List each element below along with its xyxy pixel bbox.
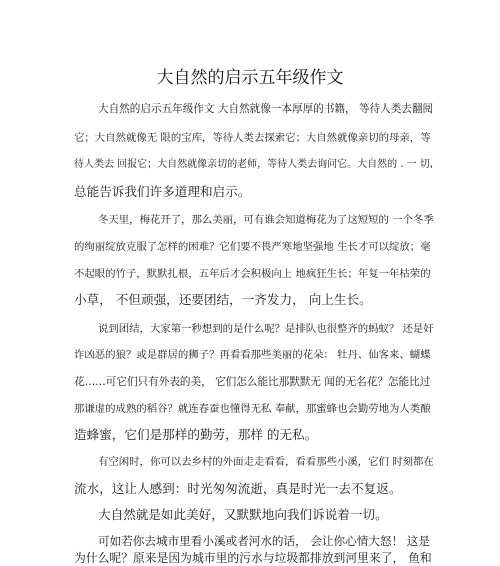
paragraph-2-line-4: 小草， 不但顽强，还要团结，一齐发力， 向上生长。 <box>74 292 372 307</box>
paragraph-6-line-2: 为什么呢？原来是因为城市里的污水与垃圾都排放到河里来了， 鱼和 <box>74 551 432 565</box>
paragraph-1-line-1: 大自然的启示五年级作文 大自然就像一本厚厚的书籍， 等待人类去翻阅 <box>98 103 434 115</box>
paragraph-2-line-3: 不起眼的竹子，默默扎根，五年后才会积极向上 地疯狂生长；年复一年枯荣的 <box>74 268 431 280</box>
paragraph-3-line-4: 那谦虚的成熟的稻谷？就连春蚕也懂得无私 奉献，那蜜蜂也会勤劳地为人类酿 <box>74 403 431 415</box>
paragraph-1-line-4: 总能告诉我们许多道理和启示。 <box>74 184 251 199</box>
paragraph-1-line-2: 它；大自然就像无 限的宝库，等待人类去探索它；大自然就像亲切的母亲，等 <box>74 132 431 144</box>
paragraph-3-line-3: 花……可它们只有外表的美， 它们怎么能比那默默无 闻的无名花？怎能比过 <box>74 376 431 388</box>
paragraph-3-line-2: 诈凶恶的狼？或是群居的狮子？再看看那些美丽的花朵： 牡丹、仙客来、蝴蝶 <box>74 349 431 361</box>
paragraph-2-line-2: 的绚丽绽放克服了怎样的困难？它们要不畏严寒地坚强地 生长才可以绽放；毫 <box>74 241 431 253</box>
paragraph-1-line-3: 待人类去 回报它；大自然就像亲切的老师，等待人类去询问它。大自然的 . 一 切, <box>74 159 434 170</box>
paragraph-2-line-1: 冬天里，梅花开了，那么美丽，可有谁会知道梅花为了这短短的 一个冬季 <box>98 214 434 226</box>
paragraph-4-line-1: 有空闲时，你可以去乡村的外面走走看看，看看那些小溪，它们 时刻都在 <box>98 456 434 468</box>
paragraph-6-line-1: 可如若你去城市里看小溪或者河水的话， 会让你心情大怒！ 这是 <box>98 534 430 548</box>
paragraph-4-line-2: 流水，这让人感到：时光匆匆流逝，真是时光一去不复返。 <box>74 481 402 496</box>
paragraph-3-line-1: 说到团结，大家第一秒想到的是什么呢？是排队也很整齐的蚂蚁？ 还是奸 <box>98 323 434 335</box>
paragraph-5-line-1: 大自然就是如此美好，又默默地向我们诉说着一切。 <box>98 507 388 522</box>
paragraph-3-line-5: 造蜂蜜，它们是那样的勤劳，那样 的无私。 <box>74 427 318 442</box>
document-title: 大自然的启示五年级作文 <box>156 68 344 88</box>
